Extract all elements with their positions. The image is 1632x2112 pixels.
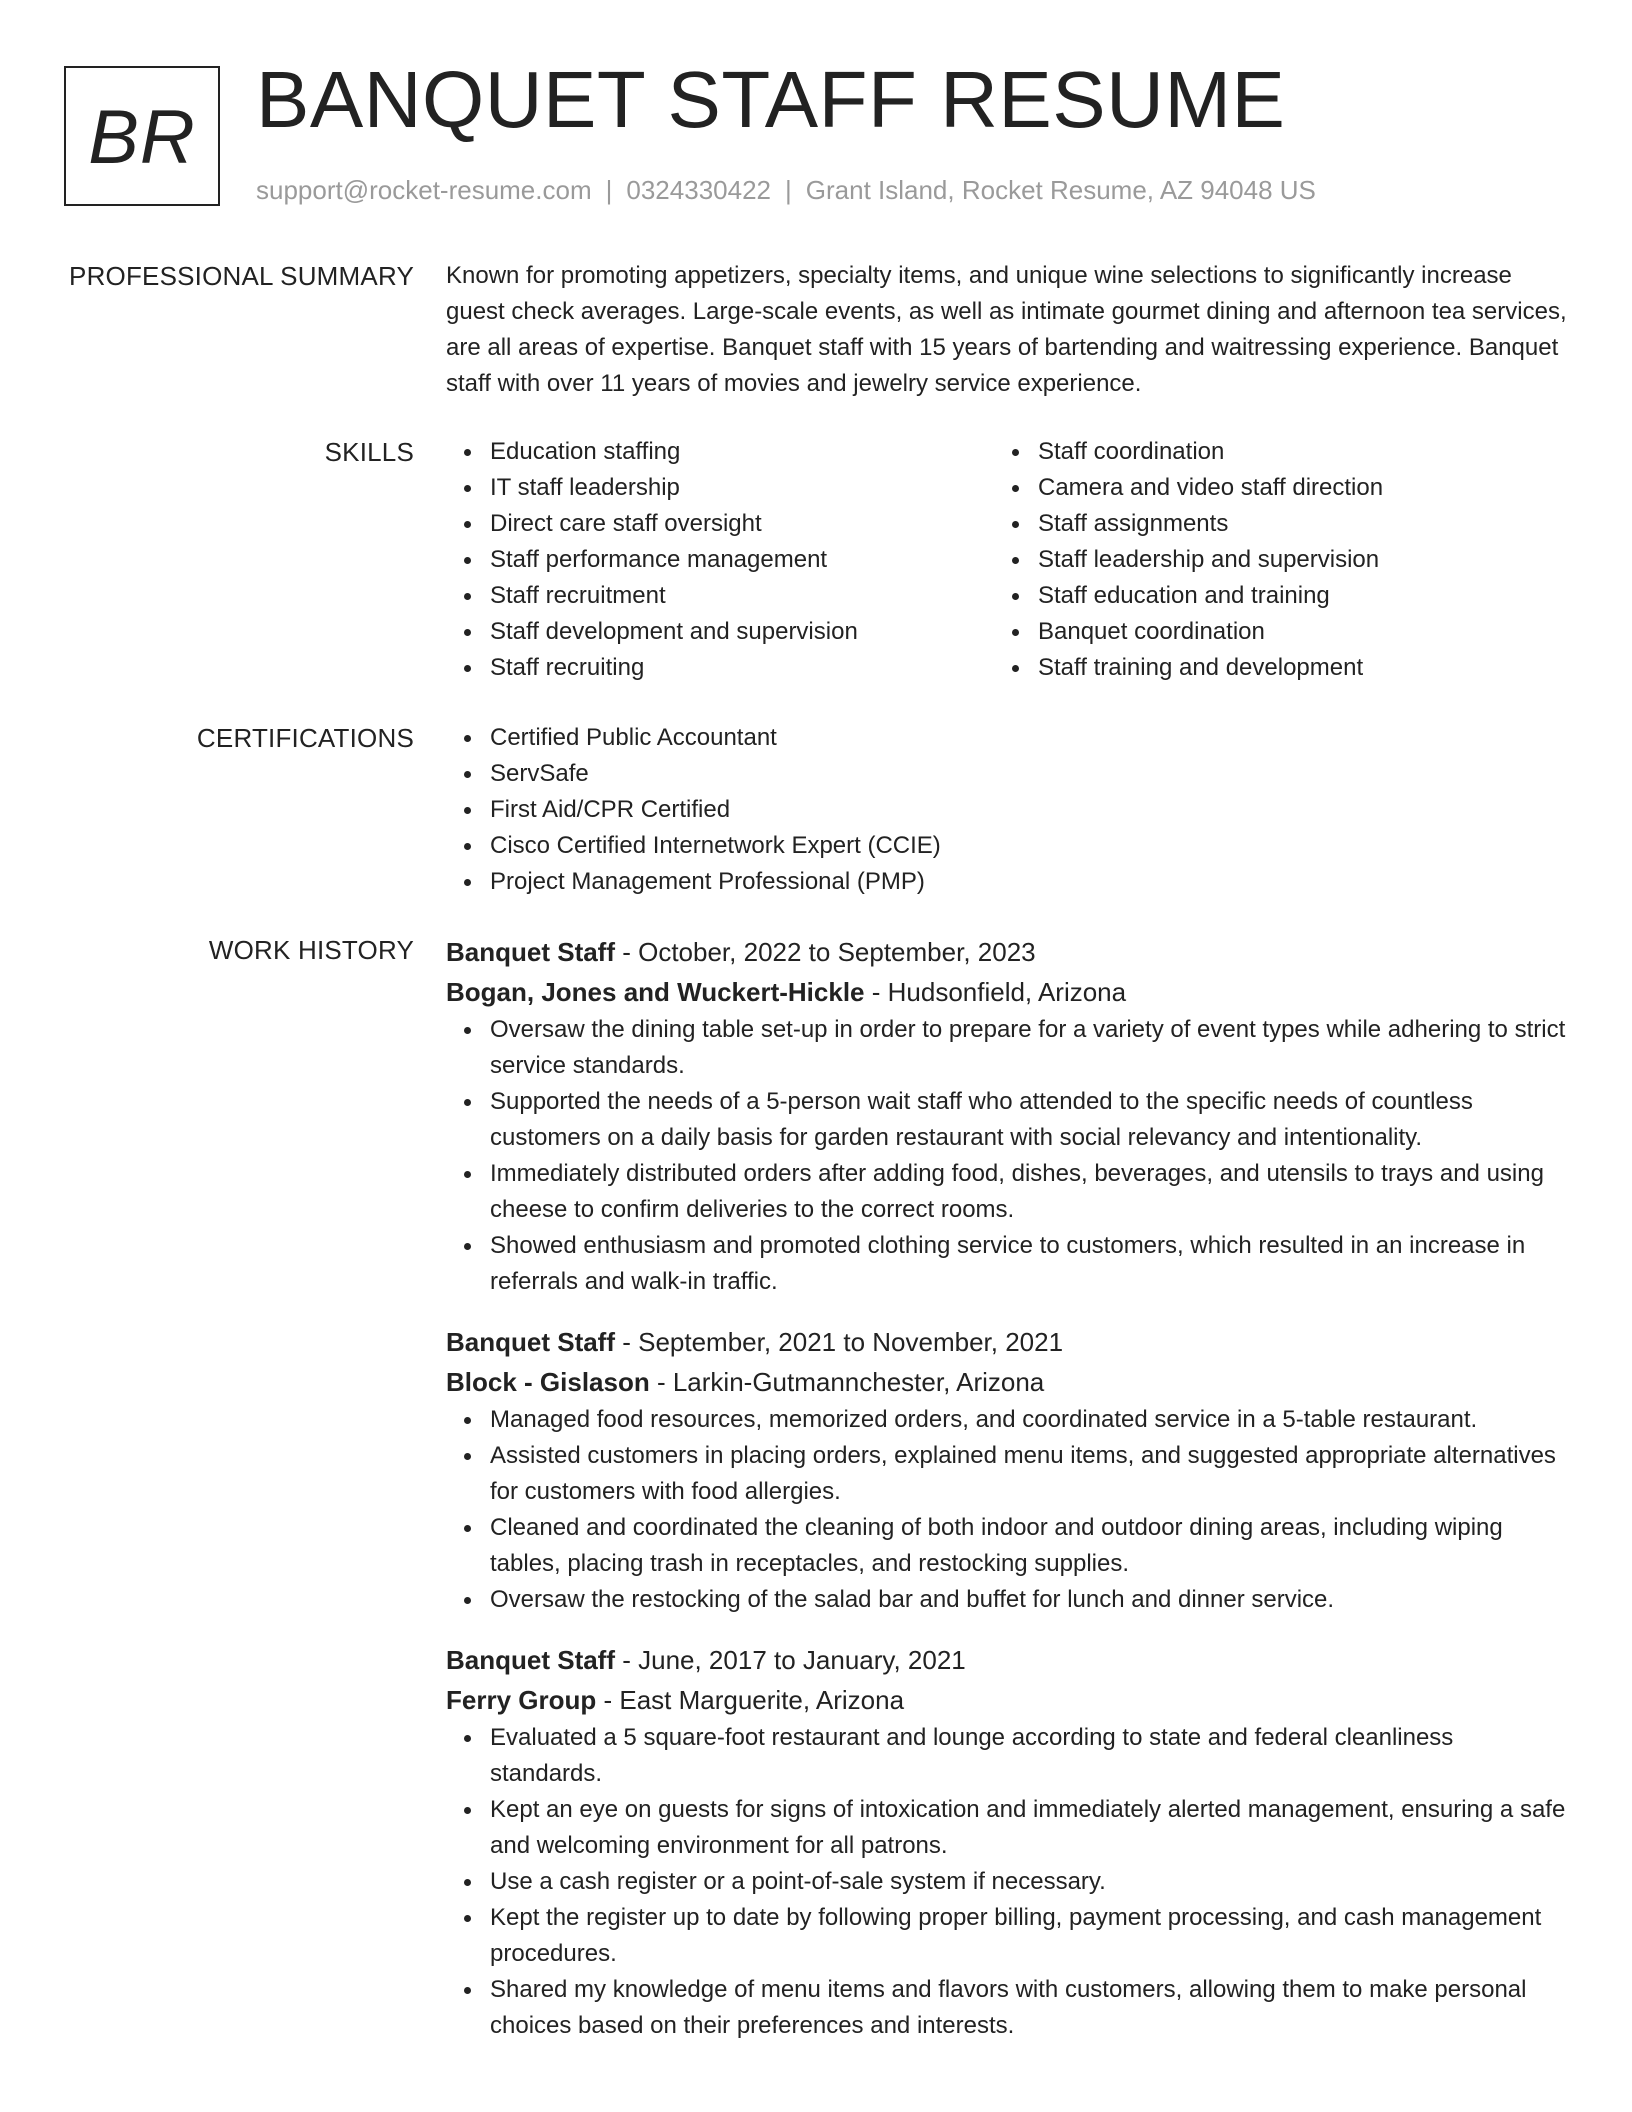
- summary-heading: PROFESSIONAL SUMMARY: [69, 261, 414, 291]
- job-company-line: [446, 972, 1568, 1012]
- job-dates: - September, 2021 to November, 2021: [615, 1327, 1064, 1357]
- job-title: Banquet Staff: [446, 1645, 615, 1675]
- job-duty-item: Assisted customers in placing orders, explained menu items, and suggested appropriate alternatives for customers with food allergies.: [446, 1438, 1568, 1510]
- certification-item: Certified Public Accountant: [446, 720, 1568, 756]
- contact-phone: 0324330422: [626, 175, 771, 205]
- certification-item: First Aid/CPR Certified: [446, 792, 1568, 828]
- skill-item: Staff training and development: [994, 650, 1542, 686]
- job-location: - East Marguerite, Arizona: [596, 1685, 905, 1715]
- skill-item: Staff recruitment: [446, 578, 994, 614]
- job-company-line: [446, 1680, 1568, 1720]
- job-duty-item: Oversaw the restocking of the salad bar and buffet for lunch and dinner service.: [446, 1582, 1568, 1618]
- monogram-initials: BR: [88, 94, 196, 180]
- skill-item: Staff recruiting: [446, 650, 994, 686]
- skill-item: Direct care staff oversight: [446, 506, 994, 542]
- skill-item: Staff development and supervision: [446, 614, 994, 650]
- job-entry: [446, 1322, 1568, 1618]
- skill-item: Staff education and training: [994, 578, 1542, 614]
- job-duties-list: [446, 1402, 1568, 1618]
- contact-separator: |: [605, 175, 613, 205]
- job-duty-item: Kept the register up to date by following proper billing, payment processing, and cash management procedures.: [446, 1900, 1568, 1972]
- job-title-line: [446, 1322, 1568, 1362]
- skills-list-right: [994, 434, 1542, 686]
- skills-body: [446, 434, 1568, 686]
- job-duty-item: Use a cash register or a point-of-sale system if necessary.: [446, 1864, 1568, 1900]
- certification-item: ServSafe: [446, 756, 1568, 792]
- work-history-body: [446, 932, 1568, 2066]
- job-duty-item: Kept an eye on guests for signs of intoxication and immediately alerted management, ensuring a safe and welcoming environment for all patrons.: [446, 1792, 1568, 1864]
- certification-item: Cisco Certified Internetwork Expert (CCIE): [446, 828, 1568, 864]
- certifications-heading: CERTIFICATIONS: [196, 723, 414, 753]
- job-company: Block - Gislason: [446, 1367, 650, 1397]
- job-title-line: [446, 1640, 1568, 1680]
- contact-address: Grant Island, Rocket Resume, AZ 94048 US: [805, 175, 1316, 205]
- job-duty-item: Shared my knowledge of menu items and flavors with customers, allowing them to make personal choices based on their preferences and interests.: [446, 1972, 1568, 2044]
- skills-heading: SKILLS: [324, 437, 414, 467]
- job-entry: [446, 1640, 1568, 2044]
- job-duty-item: Cleaned and coordinated the cleaning of both indoor and outdoor dining areas, including wiping tables, placing trash in receptacles, and restocking supplies.: [446, 1510, 1568, 1582]
- job-company: Bogan, Jones and Wuckert-Hickle: [446, 977, 865, 1007]
- contact-email: support@rocket-resume.com: [256, 175, 592, 205]
- job-duty-item: Evaluated a 5 square-foot restaurant and lounge according to state and federal cleanliness standards.: [446, 1720, 1568, 1792]
- monogram-box: [64, 66, 220, 206]
- job-title: Banquet Staff: [446, 1327, 615, 1357]
- job-duty-item: Oversaw the dining table set-up in order to prepare for a variety of event types while adhering to strict service standards.: [446, 1012, 1568, 1084]
- job-title-line: [446, 932, 1568, 972]
- contact-line: [256, 174, 1316, 208]
- summary-text: Known for promoting appetizers, specialty items, and unique wine selections to significantly increase guest check averages. Large-scale events, as well as intimate gourmet dining and afternoon tea services, are all areas of expertise. Banquet staff with 15 years of bartending and waitressing experience. Banquet staff with over 11 years of movies and jewelry service experience.: [446, 262, 1567, 397]
- summary-body: [446, 258, 1568, 402]
- resume-title: BANQUET STAFF RESUME: [256, 55, 1286, 144]
- contact-separator: |: [785, 175, 792, 205]
- certifications-list: [446, 720, 1568, 900]
- skills-list-left: [446, 434, 994, 686]
- job-location: - Larkin-Gutmannchester, Arizona: [649, 1367, 1045, 1397]
- job-dates: - June, 2017 to January, 2021: [615, 1645, 966, 1675]
- skill-item: Staff performance management: [446, 542, 994, 578]
- skill-item: Staff leadership and supervision: [994, 542, 1542, 578]
- job-dates: - October, 2022 to September, 2023: [615, 937, 1036, 967]
- skill-item: Staff coordination: [994, 434, 1542, 470]
- job-title: Banquet Staff: [446, 937, 615, 967]
- job-location: - Hudsonfield, Arizona: [864, 977, 1127, 1007]
- skill-item: Camera and video staff direction: [994, 470, 1542, 506]
- job-duty-item: Immediately distributed orders after adding food, dishes, beverages, and utensils to trays and using cheese to confirm deliveries to the correct rooms.: [446, 1156, 1568, 1228]
- job-company: Ferry Group: [446, 1685, 597, 1715]
- job-company-line: [446, 1362, 1568, 1402]
- job-duty-item: Managed food resources, memorized orders, and coordinated service in a 5-table restaurant.: [446, 1402, 1568, 1438]
- certifications-body: [446, 720, 1568, 900]
- job-duty-item: Showed enthusiasm and promoted clothing service to customers, which resulted in an increase in referrals and walk-in traffic.: [446, 1228, 1568, 1300]
- job-entry: [446, 932, 1568, 1300]
- certification-item: Project Management Professional (PMP): [446, 864, 1568, 900]
- work-history-heading: WORK HISTORY: [208, 935, 414, 965]
- job-duty-item: Supported the needs of a 5-person wait staff who attended to the specific needs of countless customers on a daily basis for garden restaurant with social relevancy and intentionality.: [446, 1084, 1568, 1156]
- job-duties-list: [446, 1012, 1568, 1300]
- job-duties-list: [446, 1720, 1568, 2044]
- skill-item: Banquet coordination: [994, 614, 1542, 650]
- skill-item: Education staffing: [446, 434, 994, 470]
- skill-item: IT staff leadership: [446, 470, 994, 506]
- skill-item: Staff assignments: [994, 506, 1542, 542]
